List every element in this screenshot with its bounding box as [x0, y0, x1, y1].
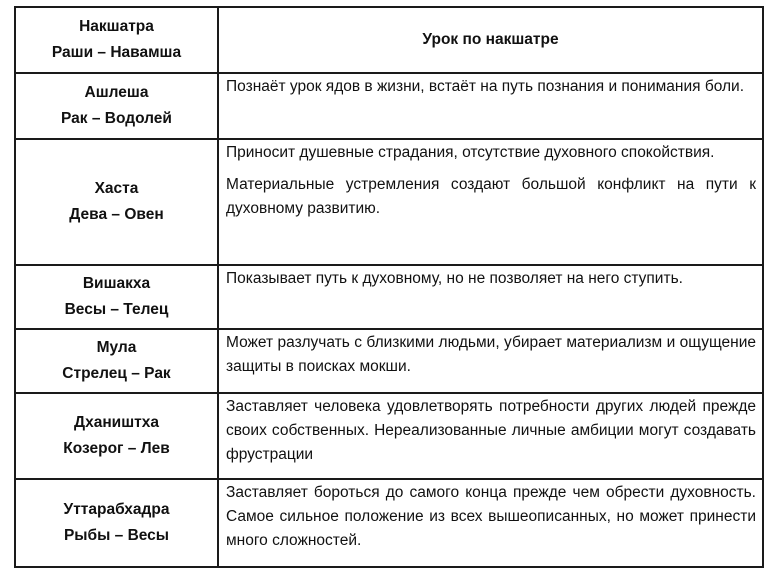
- nakshatra-cell: [15, 73, 218, 139]
- header-nakshatra-label: Накшатра: [79, 18, 154, 35]
- nakshatra-signs: Дева – Овен: [69, 206, 164, 223]
- header-lesson-label: Урок по накшатре: [422, 31, 559, 48]
- nakshatra-name: Хаста: [94, 180, 139, 197]
- nakshatra-signs: Весы – Телец: [64, 301, 169, 318]
- lesson-text: Приносит душевные страдания, отсутствие духовного спокойствия.: [226, 144, 715, 161]
- lesson-text: Может разлучать с близкими людьми, убирает материализм и ощущение защиты в поисках мокши.: [226, 334, 756, 375]
- nakshatra-cell: [15, 479, 218, 567]
- nakshatra-cell: [15, 139, 218, 265]
- lesson-cell: [218, 479, 763, 567]
- lesson-text: Заставляет человека удовлетворять потребности других людей прежде своих собственных. Нереализованные личные амбиции могут создавать фрустрации: [226, 398, 756, 463]
- table-row: [15, 393, 763, 479]
- header-lesson-cell: [218, 7, 763, 73]
- table-row: [15, 73, 763, 139]
- header-nakshatra-cell: [15, 7, 218, 73]
- lesson-cell: [218, 139, 763, 265]
- lesson-cell: [218, 329, 763, 393]
- lesson-cell: [218, 73, 763, 139]
- header-rashi-navamsha-label: Раши – Навамша: [51, 44, 182, 61]
- lesson-text: Заставляет бороться до самого конца прежде чем обрести духовность. Самое сильное положение из всех вышеописанных, но может принести много сложностей.: [226, 484, 756, 549]
- nakshatra-name: Мула: [96, 339, 137, 356]
- lesson-text: Материальные устремления создают большой конфликт на пути к духовному развитию.: [226, 176, 756, 217]
- nakshatra-table: [14, 6, 764, 568]
- table-row: [15, 329, 763, 393]
- nakshatra-signs: Рак – Водолей: [61, 110, 172, 127]
- lesson-cell: [218, 265, 763, 329]
- nakshatra-name: Дхаништха: [74, 414, 159, 431]
- nakshatra-cell: [15, 393, 218, 479]
- nakshatra-name: Уттарабхадра: [63, 501, 170, 518]
- nakshatra-name: Ашлеша: [84, 84, 149, 101]
- table-row: [15, 265, 763, 329]
- nakshatra-signs: Стрелец – Рак: [62, 365, 171, 382]
- table-row: [15, 479, 763, 567]
- nakshatra-signs: Козерог – Лев: [63, 440, 170, 457]
- lesson-cell: [218, 393, 763, 479]
- table-header-row: [15, 7, 763, 73]
- nakshatra-name: Вишакха: [82, 275, 151, 292]
- nakshatra-signs: Рыбы – Весы: [63, 527, 170, 544]
- lesson-text: Познаёт урок ядов в жизни, встаёт на путь познания и понимания боли.: [226, 78, 745, 95]
- nakshatra-cell: [15, 265, 218, 329]
- nakshatra-cell: [15, 329, 218, 393]
- table-row: [15, 139, 763, 265]
- lesson-text: Показывает путь к духовному, но не позволяет на него ступить.: [226, 270, 683, 287]
